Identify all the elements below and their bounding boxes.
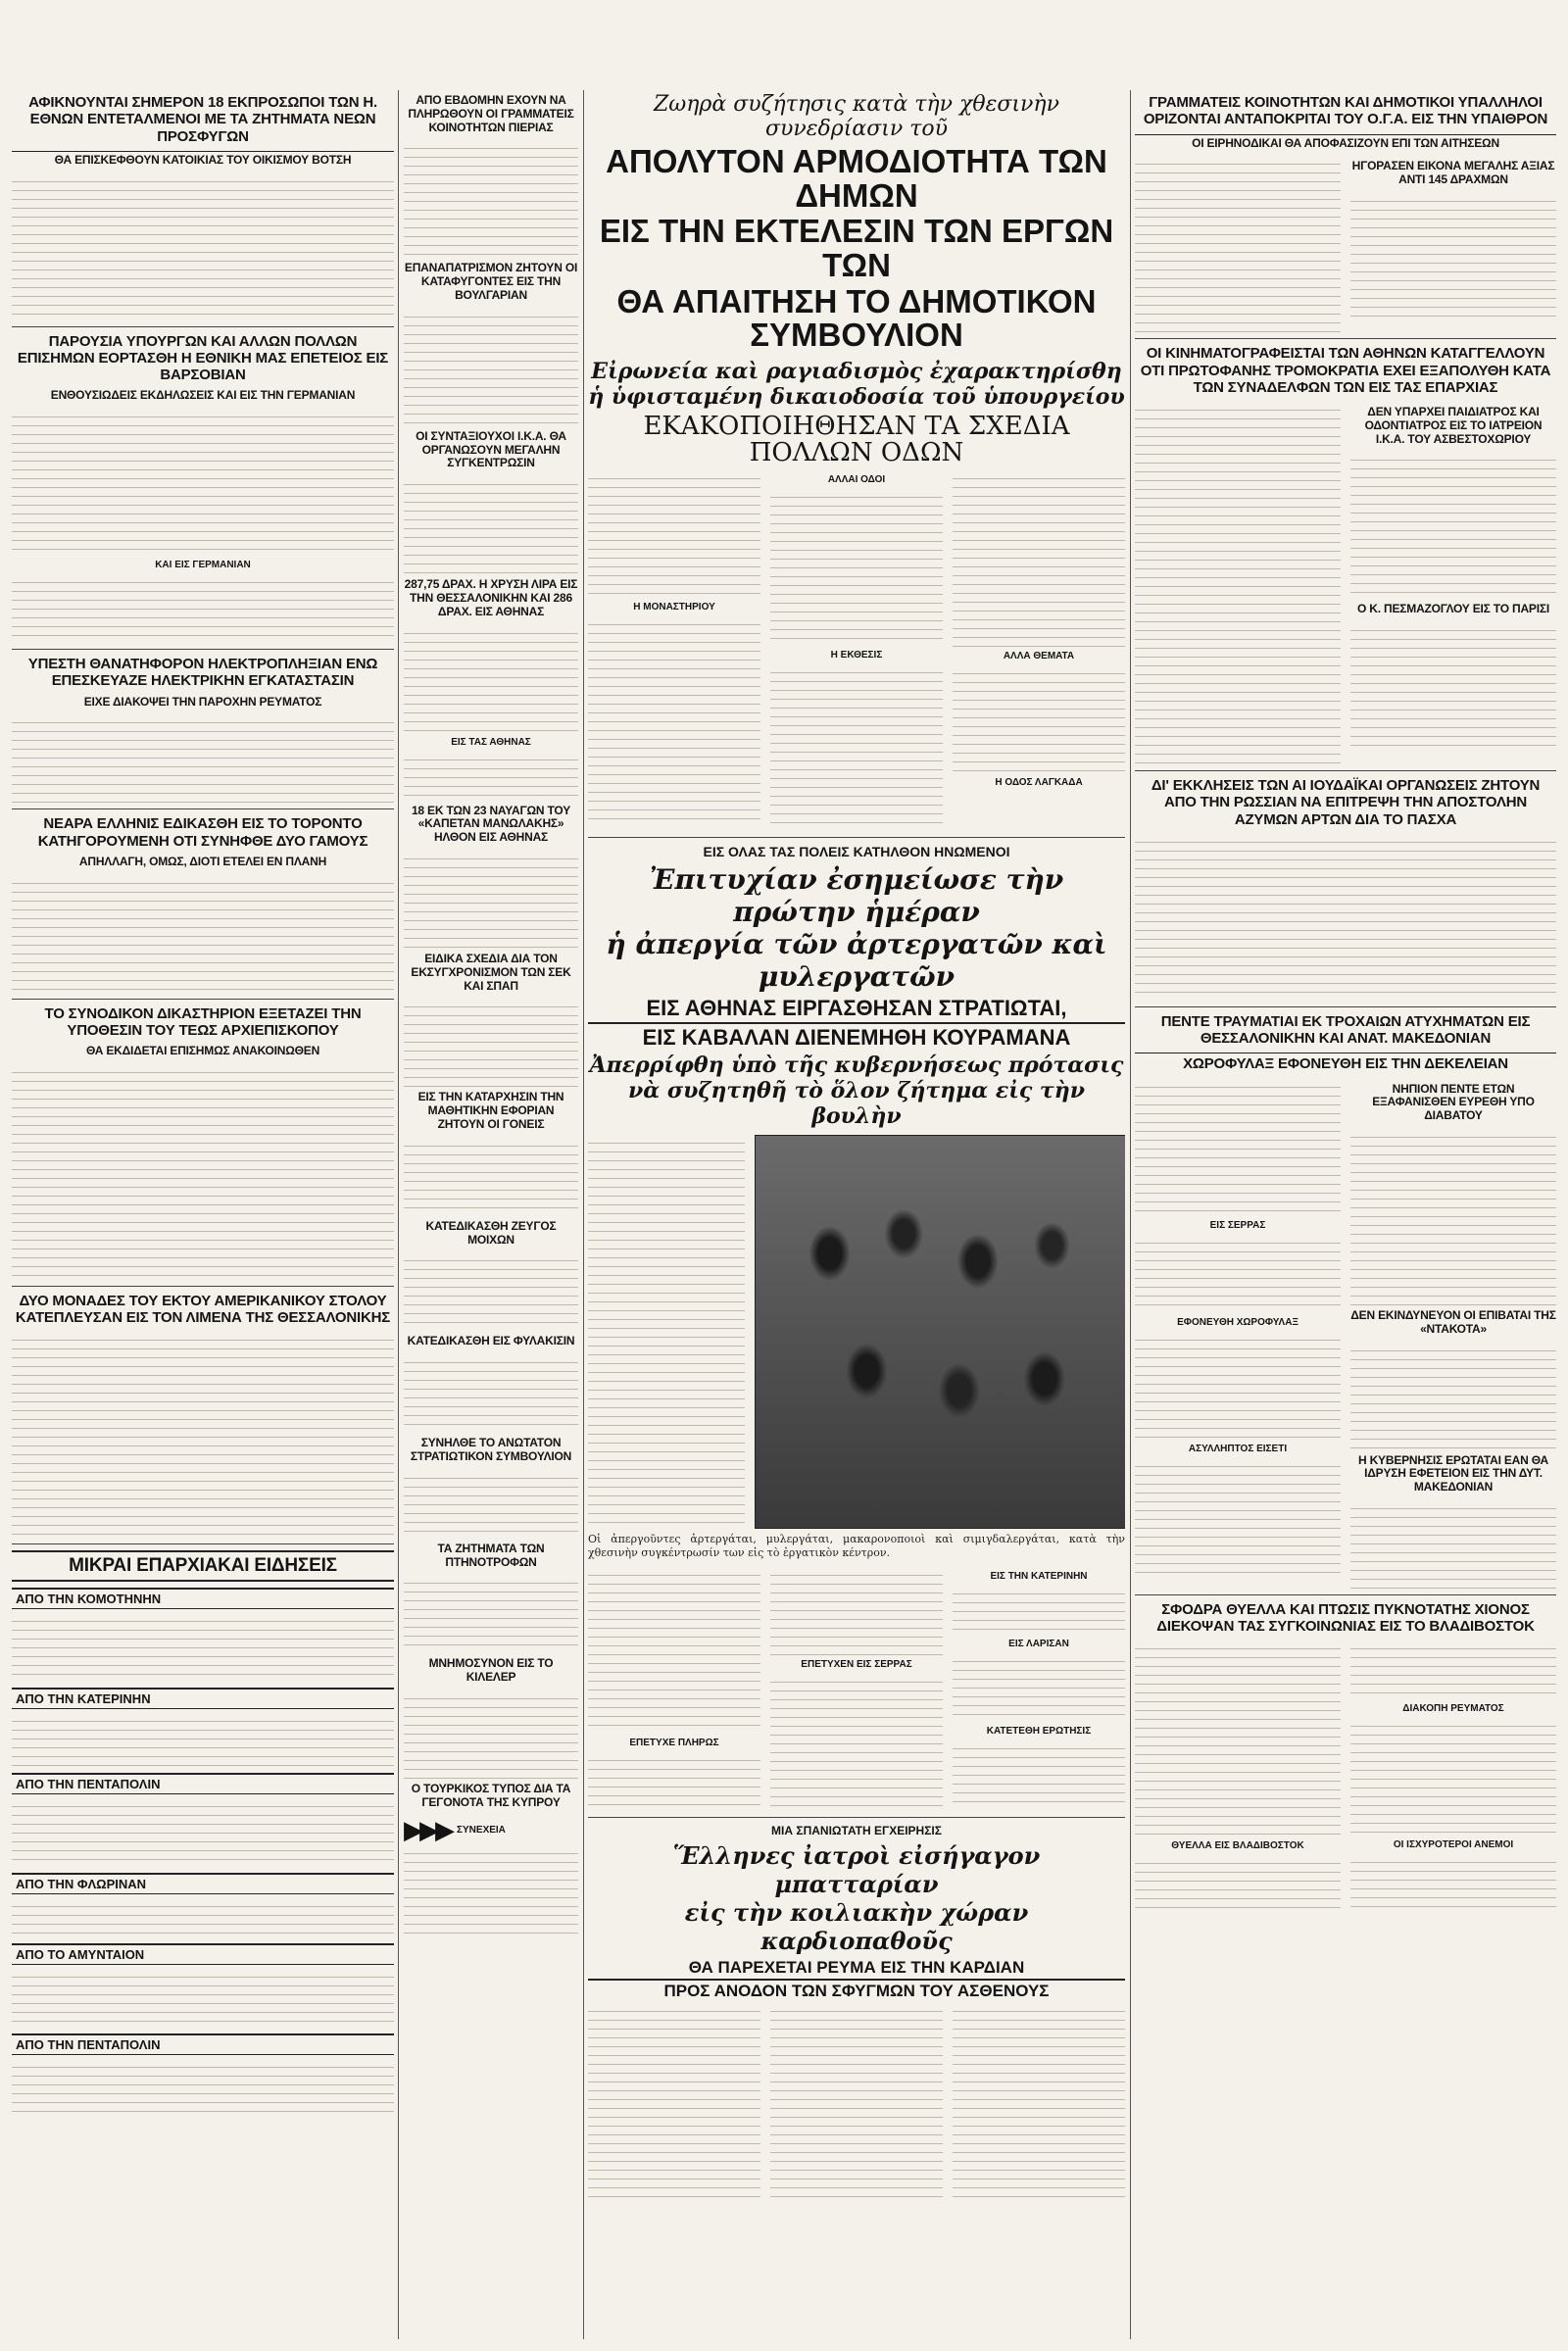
article-body	[770, 1674, 943, 1811]
divider	[1135, 1006, 1556, 1007]
article-col	[770, 470, 943, 831]
section-label: Η ΕΚΘΕΣΙΣ	[830, 650, 883, 661]
strike-lower-columns	[588, 1567, 1125, 1811]
headline-pesmazoglou: Ο Κ. ΠΕΣΜΑΖΟΓΛΟΥ ΕΙΣ ΤΟ ΠΑΡΙΣΙ	[1357, 602, 1549, 616]
article-col	[953, 470, 1125, 831]
article-col	[1135, 1641, 1341, 1914]
article-body	[12, 1613, 394, 1682]
continuation	[404, 1816, 578, 1845]
strike-deck-2: νὰ συζητηθῆ τὸ ὅλον ζήτημα εἰς τὴν βουλὴν	[628, 1077, 1085, 1129]
article-body	[1135, 1235, 1341, 1313]
headline-adultery: ΚΑΤΕΔΙΚΑΣΘΗ ΖΕΥΓΟΣ ΜΟΙΧΩΝ	[425, 1218, 557, 1247]
strike-headline-1: Ἐπιτυχίαν ἐσημείωσε τὴν πρώτην ἡμέραν	[649, 863, 1064, 929]
article-body	[588, 1567, 760, 1734]
headline-synod: ΤΟ ΣΥΝΟΔΙΚΟΝ ΔΙΚΑΣΤΗΡΙΟΝ ΕΞΕΤΑΖΕΙ ΤΗΝ ΥΠΟΘΕΣΙΝ ΤΟΥ ΤΕΩΣ ΑΡΧΙΕΠΙΣΚΟΠΟΥ	[44, 1004, 362, 1039]
article-body	[1135, 1332, 1341, 1440]
column-rule	[583, 90, 584, 2339]
article-body	[1350, 1854, 1556, 1913]
subhead-synod: ΘΑ ΕΚΔΙΔΕΤΑΙ ΕΠΙΣΗΜΩΣ ΑΝΑΚΟΙΝΩΘΕΝ	[85, 1044, 320, 1058]
article-body	[404, 1845, 578, 1934]
article-body	[1350, 452, 1556, 599]
article-col	[1135, 1079, 1341, 1589]
article-body	[1350, 1129, 1556, 1305]
article-body	[404, 851, 578, 949]
article-body	[770, 2003, 943, 2199]
article-body	[404, 140, 578, 258]
article-col	[588, 470, 760, 831]
section-label: ΕΠΕΤΥΧΕ ΠΛΗΡΩΣ	[629, 1737, 719, 1748]
headline-oga: ΓΡΑΜΜΑΤΕΙΣ ΚΟΙΝΟΤΗΤΩΝ ΚΑΙ ΔΗΜΟΤΙΚΟΙ ΥΠΑΛΛΗΛΟΙ ΟΡΙΖΟΝΤΑΙ ΑΝΤΑΠΟΚΡΙΤΑΙ ΤΟΥ Ο.Γ.Α. ΕΙΣ ΤΗΝ ΥΠΑΙΘΡΟΝ	[1143, 94, 1548, 128]
section-label: ΕΙΣ ΛΑΡΙΣΑΝ	[1008, 1638, 1069, 1649]
column-center	[588, 90, 1125, 2339]
headline-jewish-organizations: ΔΙ' ΕΚΚΛΗΣΕΙΣ ΤΩΝ ΑΙ ΙΟΥΔΑΪΚΑΙ ΟΡΓΑΝΩΣΕΙΣ ΖΗΤΟΥΝ ΑΠΟ ΤΗΝ ΡΩΣΣΙΑΝ ΝΑ ΕΠΙΤΡΕΨΗ ΤΗΝ ΑΠΟΣΤΟΛΗΝ ΑΖΥΜΩΝ ΑΡΤΩΝ ΔΙΑ ΤΟ ΠΑΣΧΑ	[1151, 777, 1541, 828]
strikers-photo	[755, 1135, 1125, 1529]
article-body	[12, 2059, 394, 2118]
headline-dakota: ΔΕΝ ΕΚΙΝΔΥΝΕΥΟΝ ΟΙ ΕΠΙΒΑΤΑΙ ΤΗΣ «ΝΤΑΚΟΤΑ»	[1350, 1307, 1556, 1336]
main-headline-line1: ΑΠΟΛΥΤΟΝ ΑΡΜΟΔΙΟΤΗΤΑ ΤΩΝ ΔΗΜΩΝ	[606, 143, 1107, 214]
article-body	[404, 1354, 578, 1433]
article-body	[953, 2003, 1125, 2199]
headline-pieria-secretaries: ΑΠΟ ΕΒΔΟΜΗΝ ΕΧΟΥΝ ΝΑ ΠΛΗΡΩΘΟΥΝ ΟΙ ΓΡΑΜΜΑΤΕΙΣ ΚΟΙΝΟΤΗΤΩΝ ΠΙΕΡΙΑΣ	[408, 93, 574, 134]
headline-toronto: ΝΕΑΡΑ ΕΛΛΗΝΙΣ ΕΔΙΚΑΣΘΗ ΕΙΣ ΤΟ ΤΟΡΟΝΤΟ ΚΑΤΗΓΟΡΟΥΜΕΝΗ ΟΤΙ ΣΥΝΗΦΘΕ ΔΥΟ ΓΑΜΟΥΣ	[37, 815, 368, 850]
article-body	[12, 1798, 394, 1867]
medical-headline-2: εἰς τὴν κοιλιακὴν χώραν καρδιοπαθοῦς	[684, 1897, 1029, 1955]
article-body	[953, 1586, 1125, 1635]
article-body	[12, 1713, 394, 1767]
subhead-electrocution: ΕΙΧΕ ΔΙΑΚΟΨΕΙ ΤΗΝ ΠΑΡΟΧΗΝ ΡΕΥΜΑΤΟΣ	[83, 694, 322, 709]
strike-headline-2: ἡ ἀπεργία τῶν ἀρτεργατῶν καὶ μυλεργατῶν	[606, 928, 1107, 994]
divider	[12, 808, 394, 809]
photo-wrap	[755, 1135, 1125, 1529]
section-label: ΑΠΟ ΤΗΝ ΠΕΝΤΑΠΟΛΙΝ	[12, 1773, 394, 1794]
article-body	[1135, 1641, 1341, 1837]
article-body	[1350, 1343, 1556, 1450]
article-body	[1350, 1718, 1556, 1836]
subhead-gendarme: ΧΩΡΟΦΥΛΑΞ ΕΦΟΝΕΥΘΗ ΕΙΣ ΤΗΝ ΔΕΚΕΛΕΙΑΝ	[1135, 1053, 1556, 1072]
section-label: ΕΙΣ ΤΑΣ ΑΘΗΝΑΣ	[451, 736, 531, 748]
article-col	[1350, 1641, 1556, 1914]
strike-article	[588, 1135, 1125, 1529]
divider	[1135, 1594, 1556, 1595]
divider	[12, 1286, 394, 1287]
column-right	[1135, 90, 1556, 2339]
headline-traffic-accidents: ΠΕΝΤΕ ΤΡΑΥΜΑΤΙΑΙ ΕΚ ΤΡΟΧΑΙΩΝ ΑΤΥΧΗΜΑΤΩΝ ΕΙΣ ΘΕΣΣΑΛΟΝΙΚΗΝ ΚΑΙ ΑΝΑΤ. ΜΑΚΕΔΟΝΙΑΝ	[1160, 1012, 1531, 1048]
article-col	[1350, 402, 1556, 764]
section-label: ΕΦΟΝΕΥΘΗ ΧΩΡΟΦΥΛΑΞ	[1177, 1316, 1298, 1328]
column-rule	[1130, 90, 1131, 2339]
article-body	[404, 1575, 578, 1653]
medical-kicker: ΜΙΑ ΣΠΑΝΙΩΤΑΤΗ ΕΓΧΕΙΡΗΣΙΣ	[771, 1823, 942, 1837]
section-label: ΚΑΤΕΤΕΘΗ ΕΡΩΤΗΣΙΣ	[986, 1725, 1092, 1737]
medical-headline-4: ΠΡΟΣ ΑΝΟΔΟΝ ΤΩΝ ΣΦΥΓΜΩΝ ΤΟΥ ΑΣΘΕΝΟΥΣ	[588, 1979, 1125, 2000]
article-body	[12, 1332, 394, 1538]
section-label: ΕΙΣ ΤΗΝ ΚΑΤΕΡΙΝΗΝ	[990, 1570, 1088, 1582]
article-body	[770, 489, 943, 646]
article-body	[953, 1653, 1125, 1722]
continuation-label: ΣΥΝΕΧΕΙΑ	[457, 1825, 506, 1836]
headline-court-of-appeal: Η ΚΥΒΕΡΝΗΣΙΣ ΕΡΩΤΑΤΑΙ ΕΑΝ ΘΑ ΙΔΡΥΣΗ ΕΦΕΤΕΙΟΝ ΕΙΣ ΤΗΝ ΔΥΤ. ΜΑΚΕΔΟΝΙΑΝ	[1357, 1452, 1548, 1494]
divider	[12, 999, 394, 1000]
section-title-provincial-news: ΜΙΚΡΑΙ ΕΠΑΡΧΙΑΚΑΙ ΕΙΔΗΣΕΙΣ	[12, 1550, 394, 1582]
article-pair	[1135, 402, 1556, 764]
article-body	[1135, 402, 1341, 764]
article-body	[1135, 1458, 1341, 1576]
headline-missing-child: ΝΗΠΙΟΝ ΠΕΝΤΕ ΕΤΩΝ ΕΞΑΦΑΝΙΣΘΕΝ ΕΥΡΕΘΗ ΥΠΟ ΔΙΑΒΑΤΟΥ	[1372, 1081, 1535, 1123]
section-label: ΕΠΕΤΥΧΕΝ ΕΙΣ ΣΕΡΡΑΣ	[801, 1658, 912, 1670]
section-label: ΑΛΛΑ ΘΕΜΑΤΑ	[1003, 651, 1075, 662]
headline-imprisonment: ΚΑΤΕΔΙΚΑΣΘΗ ΕΙΣ ΦΥΛΑΚΙΣΙΝ	[407, 1334, 575, 1348]
article-body	[1350, 622, 1556, 750]
medical-article	[588, 2003, 1125, 2199]
section-label: ΟΙ ΙΣΧΥΡΟΤΕΡΟΙ ΑΝΕΜΟΙ	[1393, 1839, 1514, 1851]
article-body	[12, 714, 394, 803]
section-label: ΔΙΑΚΟΠΗ ΡΕΥΜΑΤΟΣ	[1402, 1703, 1504, 1715]
article-body	[12, 574, 394, 643]
headline-poultry: ΤΑ ΖΗΤΗΜΑΤΑ ΤΩΝ ΠΤΗΝΟΤΡΟΦΩΝ	[437, 1541, 545, 1569]
headline-electrocution: ΥΠΕΣΤΗ ΘΑΝΑΤΗΦΟΡΟΝ ΗΛΕΚΤΡΟΠΛΗΞΙΑΝ ΕΝΩ ΕΠΕΣΚΕΥΑΖΕ ΗΛΕΚΤΡΙΚΗΝ ΕΓΚΑΤΑΣΤΑΣΙΝ	[27, 656, 378, 690]
headline-ika-pensioners: ΟΙ ΣΥΝΤΑΞΙΟΥΧΟΙ Ι.Κ.Α. ΘΑ ΟΡΓΑΝΩΣΟΥΝ ΜΕΓΑΛΗΝ ΣΥΓΚΕΝΤΡΩΣΙΝ	[416, 428, 566, 470]
section-label: ΑΠΟ ΤΗΝ ΦΛΩΡΙΝΑΝ	[12, 1873, 394, 1894]
subhead-votsi: ΘΑ ΕΠΙΣΚΕΦΘΟΥΝ ΚΑΤΟΙΚΙΑΣ ΤΟΥ ΟΙΚΙΣΜΟΥ ΒΟΤΣΗ	[12, 151, 394, 168]
article-body	[953, 470, 1125, 647]
headline-warsaw: ΠΑΡΟΥΣΙΑ ΥΠΟΥΡΓΩΝ ΚΑΙ ΑΛΛΩΝ ΠΟΛΛΩΝ ΕΠΙΣΗΜΩΝ ΕΟΡΤΑΣΘΗ Η ΕΘΝΙΚΗ ΜΑΣ ΕΠΕΤΕΙΟΣ ΕΙΣ ΒΑΡΣΟΒΙΑΝ	[17, 332, 389, 384]
article-body	[588, 470, 760, 598]
section-label: ΑΣΥΛΛΗΠΤΟΣ ΕΙΣΕΤΙ	[1188, 1443, 1288, 1454]
headline-un-refugees: ΑΦΙΚΝΟΥΝΤΑΙ ΣΗΜΕΡΟΝ 18 ΕΚΠΡΟΣΩΠΟΙ ΤΩΝ Η. ΕΘΝΩΝ ΕΝΤΕΤΑΛΜΕΝΟΙ ΜΕ ΤΑ ΖΗΤΗΜΑΤΑ ΝΕΩΝ ΠΡΟΣΦΥΓΩΝ	[28, 94, 377, 145]
article-body	[1135, 1079, 1341, 1216]
section-label: ΑΠΟ ΤΗΝ ΚΟΜΟΤΗΝΗΝ	[12, 1588, 394, 1609]
article-body	[404, 476, 578, 574]
article-pair	[1135, 156, 1556, 332]
article-body	[1350, 1641, 1556, 1699]
subhead-germany: ΕΝΘΟΥΣΙΩΔΕΙΣ ΕΚΔΗΛΩΣΕΙΣ ΚΑΙ ΕΙΣ ΤΗΝ ΓΕΡΜΑΝΙΑΝ	[50, 388, 356, 403]
section-label: ΑΠΟ ΤΗΝ ΠΕΝΤΑΠΟΛΙΝ	[12, 2033, 394, 2055]
headline-turkish-press: Ο ΤΟΥΡΚΙΚΟΣ ΤΥΠΟΣ ΔΙΑ ΤΑ ΓΕΓΟΝΟΤΑ ΤΗΣ ΚΥΠΡΟΥ	[411, 1781, 571, 1809]
section-label: ΑΠΟ ΤΟ ΑΜΥΝΤΑΙΟΝ	[12, 1943, 394, 1965]
article-body	[404, 999, 578, 1087]
headline-sixth-fleet: ΔΥΟ ΜΟΝΑΔΕΣ ΤΟΥ ΕΚΤΟΥ ΑΜΕΡΙΚΑΝΙΚΟΥ ΣΤΟΛΟΥ ΚΑΤΕΠΛΕΥΣΑΝ ΕΙΣ ΤΟΝ ΛΙΜΕΝΑ ΤΗΣ ΘΕΣΣΑΛΟΝΙΚΗΣ	[15, 1292, 391, 1327]
section-label: ΑΠΟ ΤΗΝ ΚΑΤΕΡΙΝΗΝ	[12, 1688, 394, 1709]
divider	[12, 326, 394, 327]
main-headline-line3: ΘΑ ΑΠΑΙΤΗΣΗ ΤΟ ΔΗΜΟΤΙΚΟΝ ΣΥΜΒΟΥΛΙΟΝ	[616, 282, 1097, 354]
photo-caption: Οἱ ἀπεργοῦντες ἀρτεργάται, μυλεργάται, μακαρονοποιοὶ καὶ σιμιγδαλεργάται, κατὰ τὴν χθεσινὴν συγκέντρωσίν των εἰς τὸ ἐργατικὸν κέντρον.	[588, 1532, 1125, 1560]
headline-shipwreck: 18 ΕΚ ΤΩΝ 23 ΝΑΥΑΓΩΝ ΤΟΥ «ΚΑΠΕΤΑΝ ΜΑΝΩΛΑΚΗΣ» ΗΛΘΟΝ ΕΙΣ ΑΘΗΝΑΣ	[411, 803, 571, 845]
column-left	[12, 90, 394, 2339]
article-body	[12, 173, 394, 320]
section-label: ΘΥΕΛΛΑ ΕΙΣ ΒΛΑΔΙΒΟΣΤΟΚ	[1171, 1840, 1304, 1852]
article-body	[1135, 156, 1341, 332]
article-col	[1350, 1079, 1556, 1589]
article-body	[953, 1740, 1125, 1809]
article-body	[588, 2003, 760, 2199]
deck-line2: ἡ ὑφισταμένη δικαιοδοσία τοῦ ὑπουργείου	[588, 383, 1125, 410]
article-body	[1350, 1500, 1556, 1589]
article-body	[404, 1690, 578, 1779]
strike-headline-4: ΕΙΣ ΚΑΒΑΛΑΝ ΔΙΕΝΕΜΗΘΗ ΚΟΥΡΑΜΑΝΑ	[588, 1022, 1125, 1049]
column-rule	[398, 90, 399, 2339]
article-col	[1350, 156, 1556, 332]
article-body	[1135, 1855, 1341, 1914]
article-body	[770, 1567, 943, 1655]
section-label: Η ΜΟΝΑΣΤΗΡΙΟΥ	[633, 602, 715, 613]
column-second	[404, 90, 578, 2339]
medical-headline-1: Ἕλληνες ἰατροὶ εἰσήγαγον μπατταρίαν	[672, 1840, 1041, 1898]
article-body	[588, 1752, 760, 1811]
headline-icon-purchase: ΗΓΟΡΑΣΕΝ ΕΙΚΟΝΑ ΜΕΓΑΛΗΣ ΑΞΙΑΣ ΑΝΤΙ 145 ΔΡΑΧΜΩΝ	[1351, 159, 1555, 187]
headline-cinematographers: ΟΙ ΚΙΝΗΜΑΤΟΓΡΑΦΕΙΣΤΑΙ ΤΩΝ ΑΘΗΝΩΝ ΚΑΤΑΓΓΕΛΛΟΥΝ ΟΤΙ ΠΡΩΤΟΦΑΝΗΣ ΤΡΟΜΟΚΡΑΤΙΑ ΕΧΕΙ ΕΞΑΠΟΛΥΘΗ ΚΑΤΑ ΤΩΝ ΣΥΝΑΔΕΛΦΩΝ ΤΩΝ ΕΙΣ ΤΑΣ ΕΠΑΡΧΙΑΣ	[1140, 345, 1551, 396]
arrows-icon: ▶▶▶	[404, 1815, 451, 1845]
medical-headline-3: ΘΑ ΠΑΡΕΧΕΤΑΙ ΡΕΥΜΑ ΕΙΣ ΤΗΝ ΚΑΡΔΙΑΝ	[688, 1957, 1025, 1977]
divider	[588, 837, 1125, 838]
article-body	[12, 875, 394, 993]
article-body	[1350, 193, 1556, 320]
article-body	[588, 616, 760, 822]
section-label: ΑΛΛΑΙ ΟΔΟΙ	[827, 474, 886, 486]
headline-vladivostok-storm: ΣΦΟΔΡΑ ΘΥΕΛΛΑ ΚΑΙ ΠΤΩΣΙΣ ΠΥΚΝΟΤΑΤΗΣ ΧΙΟΝΟΣ ΔΙΕΚΟΨΑΝ ΤΑΣ ΣΥΓΚΟΙΝΩΝΙΑΣ ΕΙΣ ΤΟ ΒΛΑΔΙΒΟΣΤΟΚ	[1156, 1600, 1535, 1636]
section-label: ΚΑΙ ΕΙΣ ΓΕΡΜΑΝΙΑΝ	[155, 560, 251, 571]
headline-street-plans: ΕΚΑΚΟΠΟΙΗΘΗΣΑΝ ΤΑ ΣΧΕΔΙΑ ΠΟΛΛΩΝ ΟΔΩΝ	[643, 411, 1070, 468]
article-body	[404, 1252, 578, 1331]
headline-student-ephorate: ΕΙΣ ΤΗΝ ΚΑΤΑΡΧΗΣΙΝ ΤΗΝ ΜΑΘΗΤΙΚΗΝ ΕΦΟΡΙΑΝ ΖΗΤΟΥΝ ΟΙ ΓΟΝΕΙΣ	[417, 1090, 564, 1131]
divider	[12, 649, 394, 650]
headline-no-pediatrician: ΔΕΝ ΥΠΑΡΧΕΙ ΠΑΙΔΙΑΤΡΟΣ ΚΑΙ ΟΔΟΝΤΙΑΤΡΟΣ ΕΙΣ ΤΟ ΙΑΤΡΕΙΟΝ Ι.Κ.Α. ΤΟΥ ΑΣΒΕΣΤΟΧΩΡΙΟΥ	[1364, 405, 1543, 446]
subhead-justices: ΟΙ ΕΙΡΗΝΟΔΙΚΑΙ ΘΑ ΑΠΟΦΑΣΙΖΟΥΝ ΕΠΙ ΤΩΝ ΑΙΤΗΣΕΩΝ	[1135, 134, 1556, 151]
headline-memorial: ΜΝΗΜΟΣΥΝΟΝ ΕΙΣ ΤΟ ΚΙΛΕΛΕΡ	[428, 1656, 554, 1685]
kicker: Ζωηρὰ συζήτησις κατὰ τὴν χθεσινὴν συνεδρίασιν τοῦ	[654, 92, 1059, 141]
article-body	[770, 664, 943, 831]
article-pair	[1135, 1641, 1556, 1914]
divider	[1135, 338, 1556, 339]
article-body	[12, 1898, 394, 1937]
article-body	[12, 1064, 394, 1280]
article-col	[770, 1567, 943, 1811]
strike-headline-3: ΕΙΣ ΑΘΗΝΑΣ ΕΙΡΓΑΣΘΗΣΑΝ ΣΤΡΑΤΙΩΤΑΙ,	[646, 996, 1067, 1021]
strike-kicker: ΕΙΣ ΟΛΑΣ ΤΑΣ ΠΟΛΕΙΣ ΚΑΤΗΛΘΟΝ ΗΝΩΜΕΝΟΙ	[703, 844, 1010, 860]
deck-line1: Εἰρωνεία καὶ ραγιαδισμὸς ἐχαρακτηρίσθη	[591, 358, 1122, 384]
divider	[1135, 770, 1556, 771]
article-body	[404, 309, 578, 426]
article-col	[588, 1567, 760, 1811]
article-body	[404, 1470, 578, 1539]
article-pair	[1135, 1079, 1556, 1589]
main-article-columns	[588, 470, 1125, 831]
article-body	[953, 665, 1125, 773]
article-body	[1135, 834, 1556, 1001]
headline-bulgaria: ΕΠΑΝΑΠΑΤΡΙΣΜΟΝ ΖΗΤΟΥΝ ΟΙ ΚΑΤΑΦΥΓΟΝΤΕΣ ΕΙΣ ΤΗΝ ΒΟΥΛΓΑΡΙΑΝ	[404, 261, 578, 302]
main-headline-line2: ΕΙΣ ΤΗΝ ΕΚΤΕΛΕΣΙΝ ΤΩΝ ΕΡΓΩΝ ΤΩΝ	[599, 213, 1114, 283]
headline-military-council: ΣΥΝΗΛΘΕ ΤΟ ΑΝΩΤΑΤΟΝ ΣΤΡΑΤΙΩΤΙΚΟΝ ΣΥΜΒΟΥΛΙΟΝ	[410, 1436, 572, 1463]
article-col	[953, 1567, 1125, 1811]
article-body	[404, 625, 578, 733]
article-body	[588, 1135, 745, 1527]
section-label: Η ΟΔΟΣ ΛΑΓΚΑΔΑ	[995, 777, 1083, 789]
article-body	[12, 409, 394, 556]
section-label: ΕΙΣ ΣΕΡΡΑΣ	[1209, 1219, 1266, 1231]
divider	[12, 1543, 394, 1544]
article-body	[12, 1969, 394, 2028]
article-body	[404, 1138, 578, 1216]
article-body	[404, 752, 578, 801]
article-col	[588, 1135, 745, 1529]
divider	[588, 1817, 1125, 1818]
strike-deck-1: Ἀπερρίφθη ὑπὸ τῆς κυβερνήσεως πρότασις	[589, 1052, 1124, 1078]
subhead-toronto: ΑΠΗΛΛΑΓΗ, ΟΜΩΣ, ΔΙΟΤΙ ΕΤΕΛΕΙ ΕΝ ΠΛΑΝΗ	[78, 854, 327, 868]
headline-sek-spap: ΕΙΔΙΚΑ ΣΧΕΔΙΑ ΔΙΑ ΤΟΝ ΕΚΣΥΓΧΡΟΝΙΣΜΟΝ ΤΩΝ ΣΕΚ ΚΑΙ ΣΠΑΠ	[411, 951, 571, 993]
headline-gold-sovereign: 287,75 ΔΡΑΧ. Η ΧΡΥΣΗ ΛΙΡΑ ΕΙΣ ΤΗΝ ΘΕΣΣΑΛΟΝΙΚΗΝ ΚΑΙ 286 ΔΡΑΧ. ΕΙΣ ΑΘΗΝΑΣ	[404, 577, 578, 618]
